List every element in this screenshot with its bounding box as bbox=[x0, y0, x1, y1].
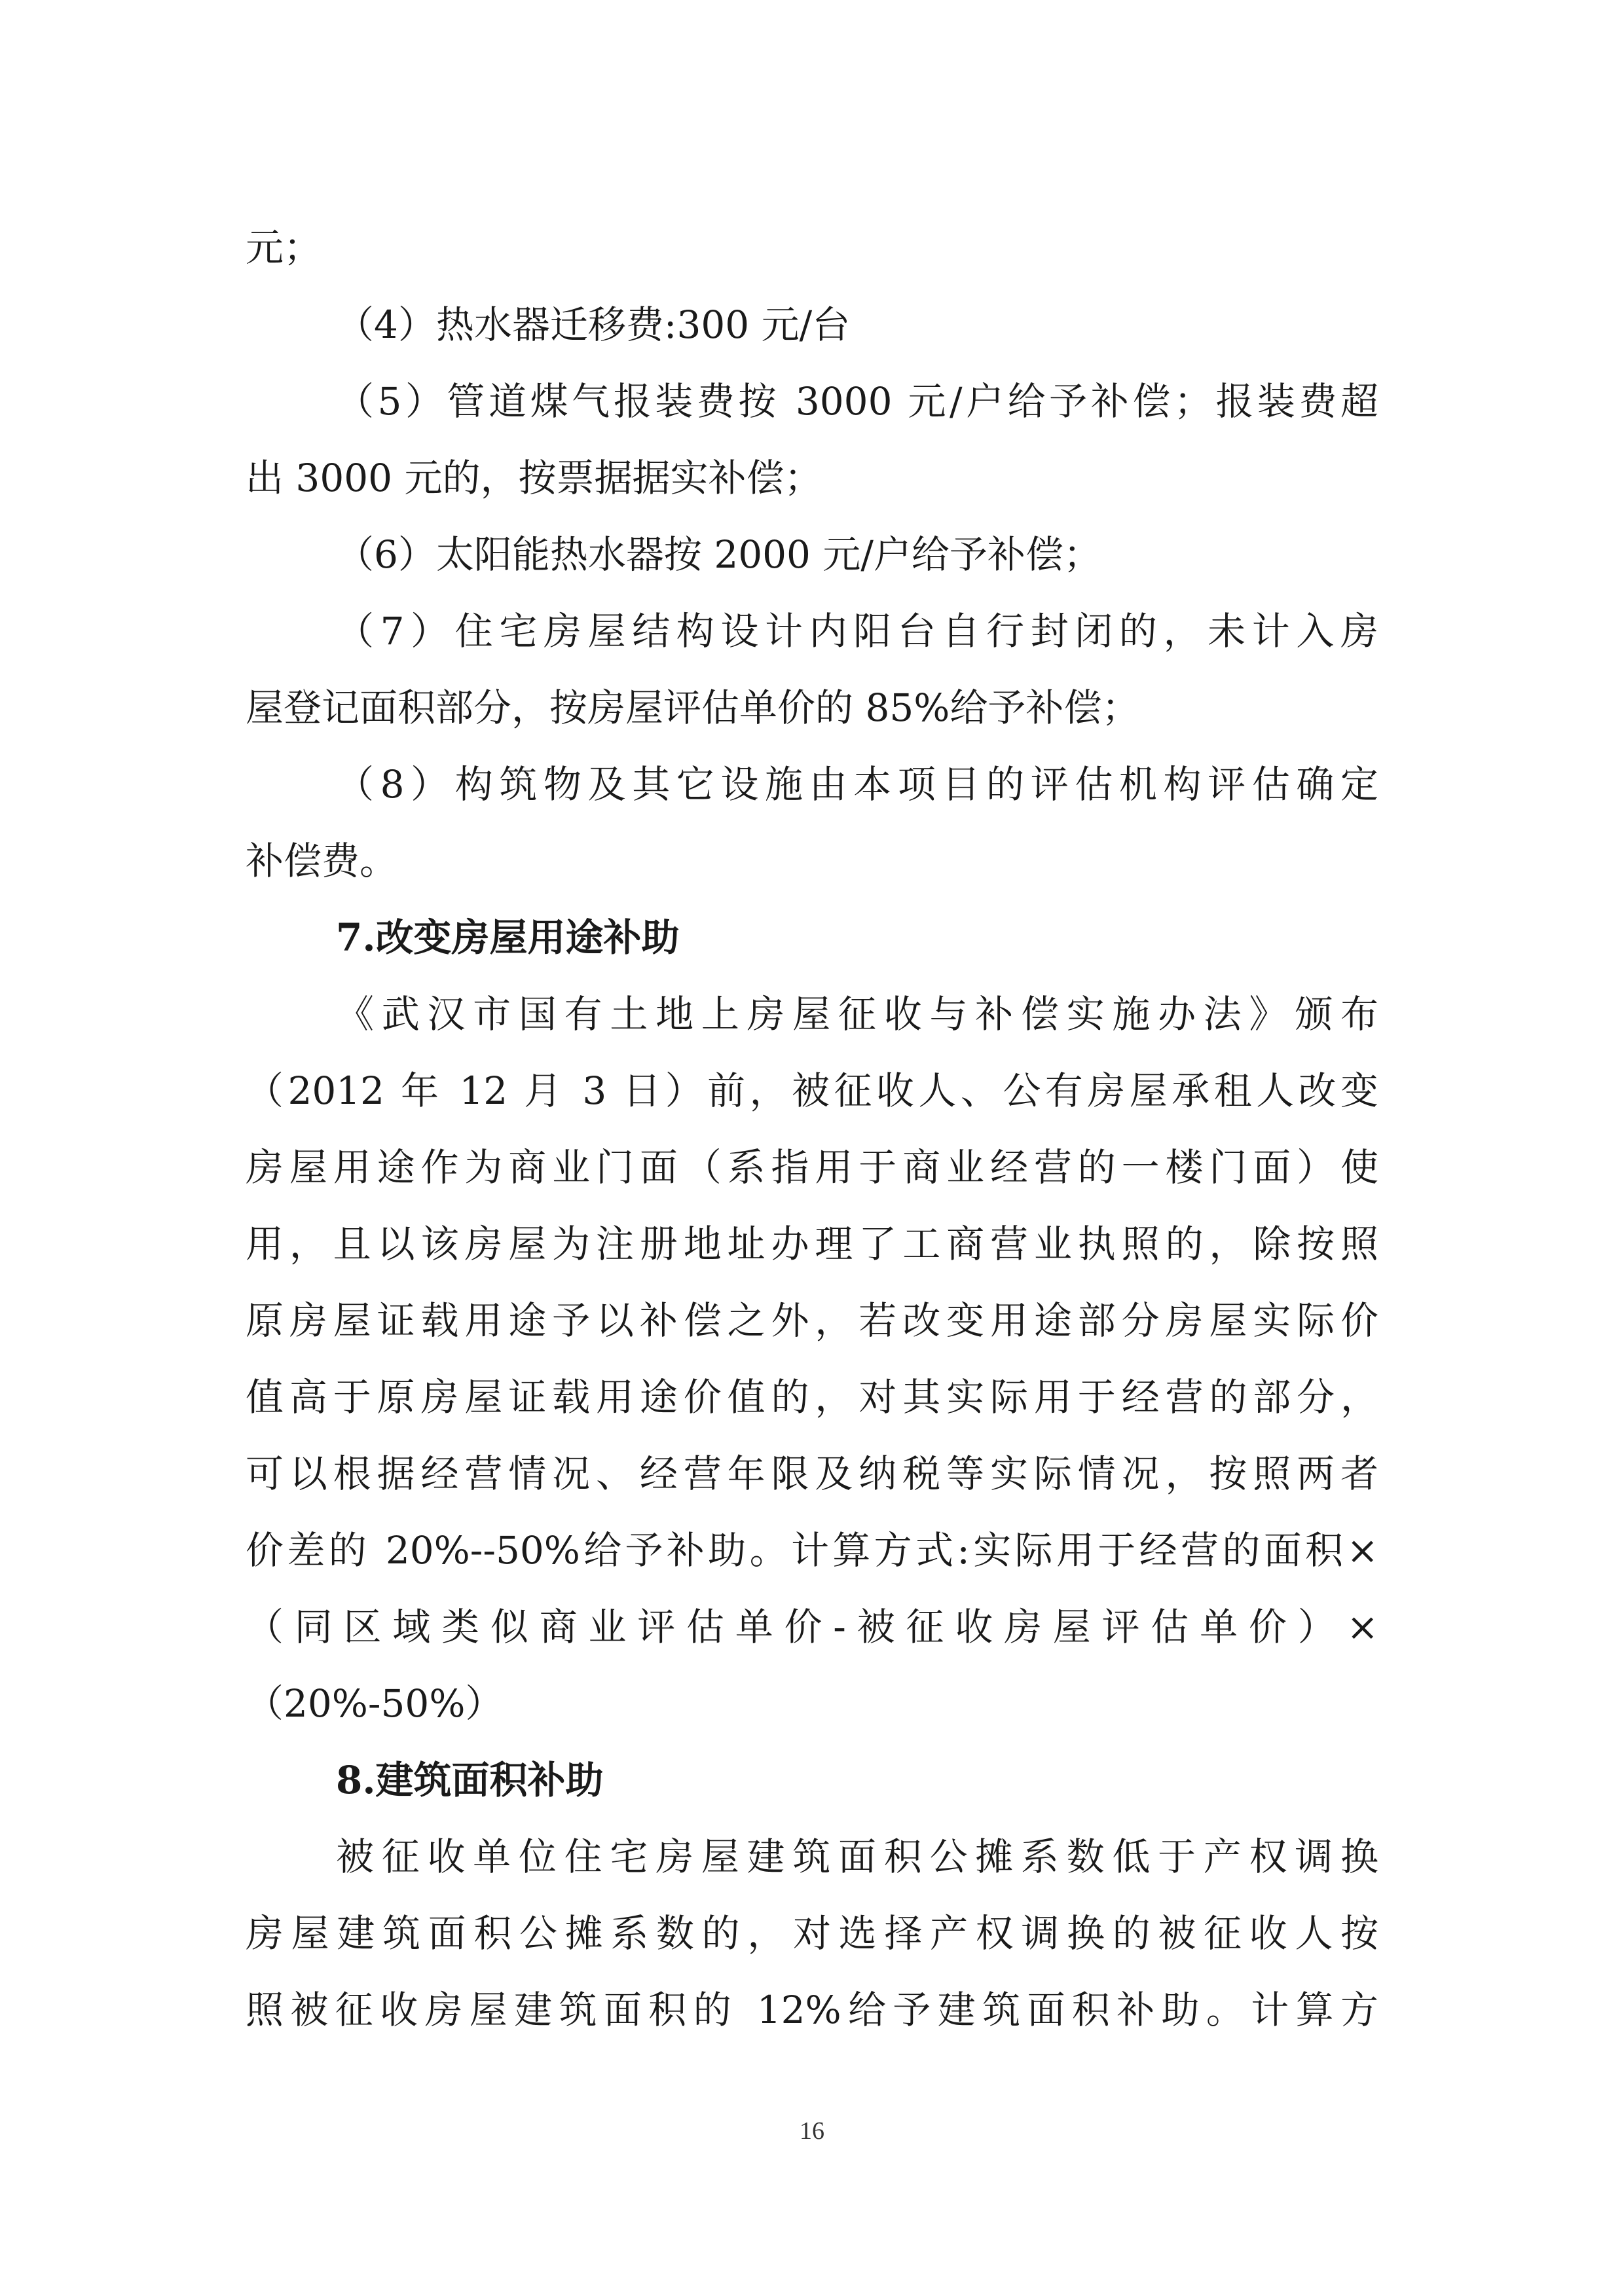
text-line-15: 原房屋证载用途予以补偿之外，若改变用途部分房屋实际价 bbox=[246, 1298, 1378, 1343]
text-line-7: 屋登记面积部分，按房屋评估单价的 85%给予补偿； bbox=[246, 685, 1140, 730]
text-line-16: 值高于原房屋证载用途价值的，对其实际用于经营的部分， bbox=[246, 1375, 1378, 1419]
text-line-19: （同区域类似商业评估单价-被征收房屋评估单价）× bbox=[246, 1605, 1378, 1649]
text-line-2: （4）热水器迁移费:300 元/台 bbox=[336, 302, 851, 347]
text-line-20: （20%-50%） bbox=[246, 1681, 504, 1726]
text-line-18: 价差的 20%--50%给予补助。计算方式:实际用于经营的面积× bbox=[246, 1528, 1378, 1573]
section-heading-7: 7.改变房屋用途补助 bbox=[336, 915, 680, 960]
text-line-8: （8）构筑物及其它设施由本项目的评估机构评估确定 bbox=[336, 762, 1378, 807]
text-line-9: 补偿费。 bbox=[246, 839, 398, 883]
text-line-23: 房屋建筑面积公摊系数的，对选择产权调换的被征收人按 bbox=[246, 1911, 1378, 1956]
text-line-22: 被征收单位住宅房屋建筑面积公摊系数低于产权调换 bbox=[336, 1834, 1378, 1879]
text-line-3: （5）管道煤气报装费按 3000 元/户给予补偿；报装费超 bbox=[336, 379, 1378, 424]
text-line-4: 出 3000 元的，按票据据实补偿； bbox=[246, 456, 822, 500]
page-number: 16 bbox=[800, 2117, 824, 2145]
text-line-13: 房屋用途作为商业门面（系指用于商业经营的一楼门面）使 bbox=[246, 1145, 1378, 1190]
text-line-6: （7）住宅房屋结构设计内阳台自行封闭的，未计入房 bbox=[336, 609, 1378, 653]
text-line-5: （6）太阳能热水器按 2000 元/户给予补偿； bbox=[336, 532, 1101, 577]
text-line-17: 可以根据经营情况、经营年限及纳税等实际情况，按照两者 bbox=[246, 1451, 1378, 1496]
text-line-14: 用，且以该房屋为注册地址办理了工商营业执照的，除按照 bbox=[246, 1222, 1378, 1266]
section-heading-8: 8.建筑面积补助 bbox=[336, 1758, 604, 1802]
text-line-24: 照被征收房屋建筑面积的 12%给予建筑面积补助。计算方 bbox=[246, 1988, 1378, 2032]
text-line-1: 元； bbox=[246, 225, 322, 270]
text-line-12: （2012 年 12 月 3 日）前，被征收人、公有房屋承租人改变 bbox=[246, 1068, 1378, 1113]
text-line-11: 《武汉市国有土地上房屋征收与补偿实施办法》颁布 bbox=[336, 992, 1378, 1036]
